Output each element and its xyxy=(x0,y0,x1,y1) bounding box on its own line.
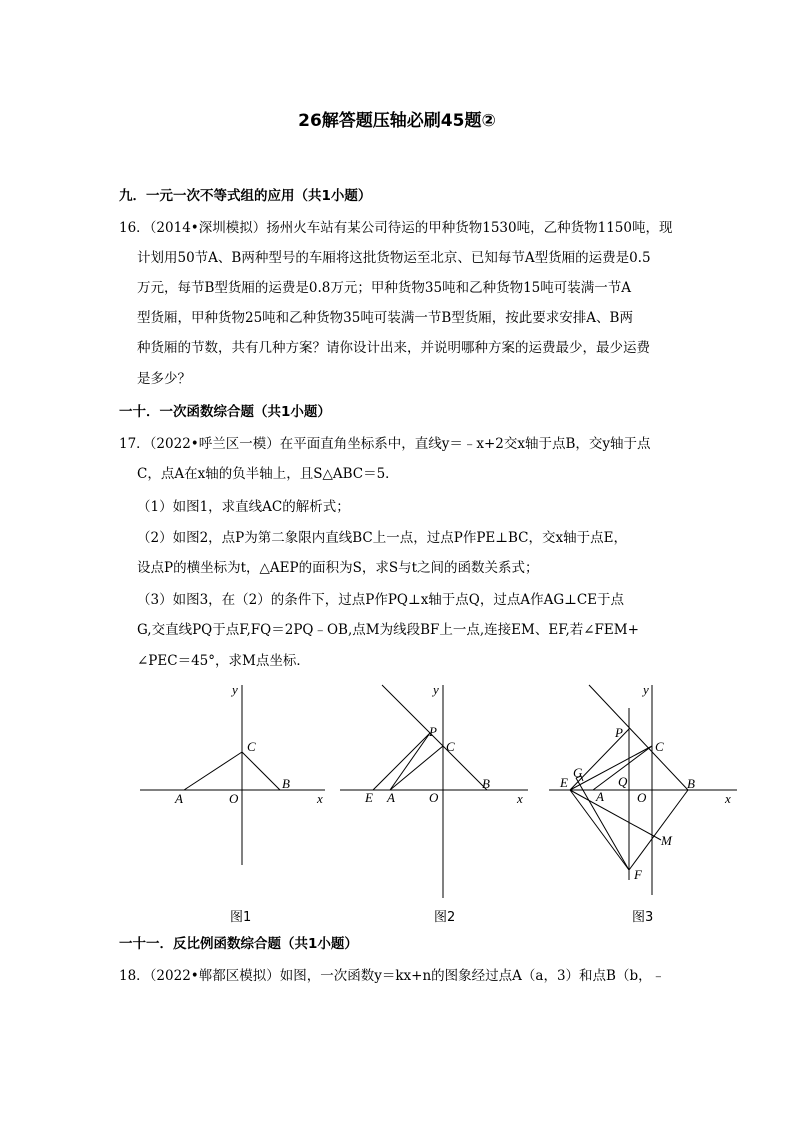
fig3-label-Q: Q xyxy=(618,774,628,789)
fig2-segment-EP xyxy=(373,733,430,790)
fig1-segment-CB xyxy=(242,752,280,790)
fig2-label-B: B xyxy=(482,776,490,791)
fig2-label-P: P xyxy=(429,724,437,739)
fig3-label-M: M xyxy=(661,833,672,848)
page-title: 26解答题压轴必刷45题② xyxy=(298,111,496,131)
q16-line-2: 计划用50节A、B两种型号的车厢将这批货物运至北京、已知每节A型货厢的运费是0.5 xyxy=(137,250,651,266)
section-heading-9: 九．一元一次不等式组的应用（共1小题） xyxy=(119,188,372,204)
q18-line-1: 18．（2022•郸都区模拟）如图，一次函数y＝kx+n的图象经过点A（a，3）和点B（b，﹣ xyxy=(119,968,666,984)
q16-line-4: 型货厢，甲种货物25吨和乙种货物35吨可装满一节B型货厢，按此要求安排A、B两 xyxy=(137,310,633,326)
fig3-label-P: P xyxy=(615,725,623,740)
section-heading-11: 一十一．反比例函数综合题（共1小题） xyxy=(119,936,358,952)
section-heading-10: 一十．一次函数综合题（共1小题） xyxy=(119,404,331,420)
fig3-line-BC xyxy=(589,685,688,790)
fig3-label-x: x xyxy=(725,791,731,806)
fig3-label-G: G xyxy=(573,765,583,780)
fig3-label-F: F xyxy=(634,867,642,882)
fig2-label-E: E xyxy=(365,790,373,805)
q17-line-6: （3）如图3，在（2）的条件下，过点P作PQ⊥x轴于点Q，过点A作AG⊥CE于点 xyxy=(137,592,625,608)
fig2-label-O: O xyxy=(429,790,439,805)
fig1-segment-AC xyxy=(184,752,242,790)
fig1-label-O: O xyxy=(229,791,239,806)
q17-line-4: （2）如图2，点P为第二象限内直线BC上一点，过点P作PE⊥BC，交x轴于点E， xyxy=(137,530,627,546)
q17-line-1: 17．（2022•呼兰区一模）在平面直角坐标系中，直线y＝﹣x+2交x轴于点B，交y轴于点 xyxy=(119,436,651,452)
q17-line-2: C，点A在x轴的负半轴上，且S△ABC＝5． xyxy=(137,466,399,482)
figure-1-caption: 图1 xyxy=(230,910,252,925)
fig1-label-B: B xyxy=(282,776,290,791)
q17-line-3: （1）如图1，求直线AC的解析式； xyxy=(137,499,350,515)
fig3-label-A: A xyxy=(596,789,604,804)
figure-2 xyxy=(335,680,535,900)
figure-3 xyxy=(545,680,745,900)
q17-line-7: G,交直线PQ于点F,FQ＝2PQ﹣OB,点M为线段BF上一点,连接EM、EF,若∠FEM+ xyxy=(137,622,639,638)
fig1-label-A: A xyxy=(175,791,183,806)
figure-2-caption: 图2 xyxy=(434,910,456,925)
fig3-segment-EM xyxy=(570,790,661,840)
fig2-label-C: C xyxy=(446,739,455,754)
figure-1 xyxy=(130,680,330,895)
fig3-label-O: O xyxy=(637,790,647,805)
fig2-label-A: A xyxy=(387,790,395,805)
q16-line-6: 是多少？ xyxy=(137,371,191,387)
q17-line-8: ∠PEC＝45°，求M点坐标． xyxy=(137,653,310,669)
fig1-label-C: C xyxy=(247,739,256,754)
fig3-label-B: B xyxy=(687,776,695,791)
q16-line-5: 种货厢的节数，共有几种方案？请你设计出来，并说明哪种方案的运费最少，最少运费 xyxy=(137,340,650,356)
q16-line-3: 万元，每节B型货厢的运费是0.8万元；甲种货物35吨和乙种货物15吨可装满一节A xyxy=(137,280,631,296)
fig3-label-E: E xyxy=(560,775,568,790)
q16-line-1: 16．（2014•深圳模拟）扬州火车站有某公司待运的甲种货物1530吨，乙种货物1150吨，现 xyxy=(119,220,673,236)
fig3-label-y: y xyxy=(643,682,649,697)
fig1-label-x: x xyxy=(317,791,323,806)
fig2-label-y: y xyxy=(433,682,439,697)
fig3-label-C: C xyxy=(655,739,664,754)
figure-3-caption: 图3 xyxy=(632,910,654,925)
fig1-label-y: y xyxy=(232,682,238,697)
fig2-label-x: x xyxy=(517,791,523,806)
q17-line-5: 设点P的横坐标为t，△AEP的面积为S，求S与t之间的函数关系式； xyxy=(137,560,539,576)
